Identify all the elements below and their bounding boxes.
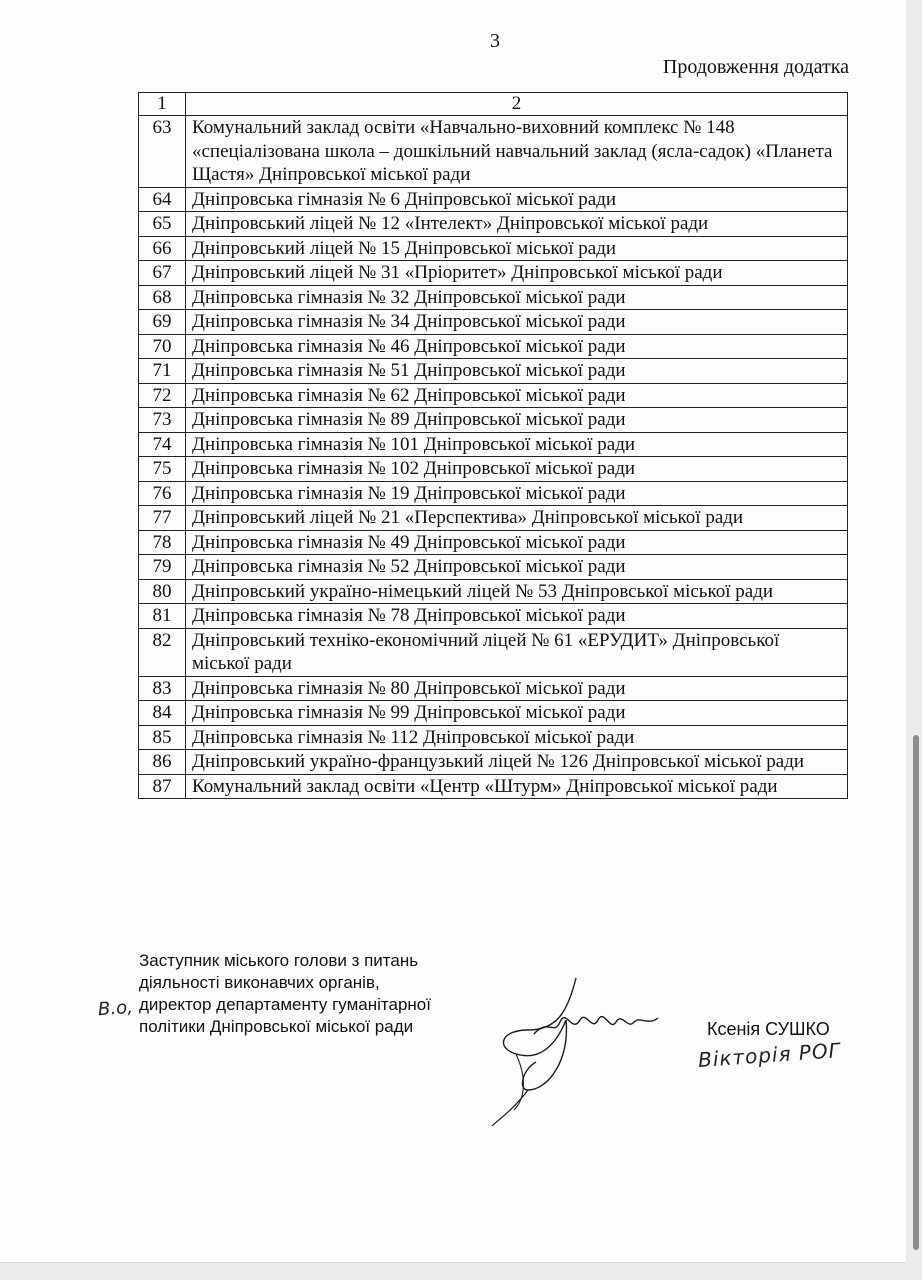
column-header-number: 1 (139, 93, 186, 116)
institutions-table (138, 92, 848, 799)
row-number: 73 (139, 408, 186, 433)
position-line: директор департаменту гуманітарної (139, 995, 431, 1014)
row-number: 87 (139, 774, 186, 799)
row-number: 76 (139, 481, 186, 506)
table-row (139, 457, 848, 482)
row-number: 74 (139, 432, 186, 457)
table-row (139, 383, 848, 408)
row-number: 64 (139, 187, 186, 212)
institution-name: Дніпровська гімназія № 34 Дніпровської міської ради (186, 310, 848, 335)
table-row (139, 236, 848, 261)
scrollbar-thumb[interactable] (913, 735, 919, 1250)
institution-name: Дніпровська гімназія № 89 Дніпровської міської ради (186, 408, 848, 433)
row-number: 80 (139, 579, 186, 604)
row-number: 77 (139, 506, 186, 531)
position-line: діяльності виконавчих органів, (139, 973, 380, 992)
row-number: 69 (139, 310, 186, 335)
table-row (139, 285, 848, 310)
row-number: 85 (139, 725, 186, 750)
position-line: Заступник міського голови з питань (139, 951, 419, 970)
table-row (139, 334, 848, 359)
row-number: 86 (139, 750, 186, 775)
table-body (139, 116, 848, 799)
row-number: 70 (139, 334, 186, 359)
institution-name: Дніпровський ліцей № 12 «Інтелект» Дніпровської міської ради (186, 212, 848, 237)
row-number: 82 (139, 628, 186, 676)
institution-name: Дніпровська гімназія № 46 Дніпровської міської ради (186, 334, 848, 359)
row-number: 63 (139, 116, 186, 188)
institution-name: Дніпровська гімназія № 112 Дніпровської міської ради (186, 725, 848, 750)
institution-name: Дніпровська гімназія № 19 Дніпровської міської ради (186, 481, 848, 506)
row-number: 66 (139, 236, 186, 261)
table-row (139, 701, 848, 726)
table-row (139, 530, 848, 555)
table-row (139, 750, 848, 775)
handwritten-substitute-name: Вікторія РОГ (697, 1038, 842, 1072)
institution-name: Дніпровська гімназія № 52 Дніпровської міської ради (186, 555, 848, 580)
column-header-name: 2 (186, 93, 848, 116)
row-number: 67 (139, 261, 186, 286)
table-row (139, 187, 848, 212)
row-number: 78 (139, 530, 186, 555)
institution-name: Дніпровська гімназія № 6 Дніпровської міської ради (186, 187, 848, 212)
table-row (139, 212, 848, 237)
institution-name: Дніпровська гімназія № 99 Дніпровської міської ради (186, 701, 848, 726)
page-number: 3 (490, 30, 500, 52)
row-number: 79 (139, 555, 186, 580)
table-row (139, 432, 848, 457)
table-row (139, 774, 848, 799)
institution-name: Дніпровський україно-французький ліцей № 126 Дніпровської міської ради (186, 750, 848, 775)
row-number: 83 (139, 676, 186, 701)
table-row (139, 628, 848, 676)
institution-name: Дніпровська гімназія № 101 Дніпровської міської ради (186, 432, 848, 457)
institution-name: Дніпровська гімназія № 49 Дніпровської міської ради (186, 530, 848, 555)
row-number: 68 (139, 285, 186, 310)
institution-name: Дніпровська гімназія № 102 Дніпровської міської ради (186, 457, 848, 482)
table-row (139, 408, 848, 433)
institution-name: Дніпровська гімназія № 51 Дніпровської міської ради (186, 359, 848, 384)
institution-name: Дніпровський техніко-економічний ліцей № 61 «ЕРУДИТ» Дніпровської міської ради (186, 628, 848, 676)
table-row (139, 116, 848, 188)
institution-name: Дніпровський україно-німецький ліцей № 53 Дніпровської міської ради (186, 579, 848, 604)
institution-name: Комунальний заклад освіти «Центр «Штурм» Дніпровської міської ради (186, 774, 848, 799)
table-row (139, 506, 848, 531)
institution-name: Дніпровський ліцей № 31 «Пріоритет» Дніпровської міської ради (186, 261, 848, 286)
scrollbar[interactable] (906, 0, 922, 1280)
institution-name: Комунальний заклад освіти «Навчально-виховний комплекс № 148 «спеціалізована школа – дошкільний навчальний заклад (ясла-садок) «Планета Щастя» Дніпровської міської ради (186, 116, 848, 188)
institution-name: Дніпровський ліцей № 21 «Перспектива» Дніпровської міської ради (186, 506, 848, 531)
handwritten-signature (488, 970, 668, 1130)
row-number: 81 (139, 604, 186, 629)
row-number: 75 (139, 457, 186, 482)
institution-name: Дніпровська гімназія № 78 Дніпровської міської ради (186, 604, 848, 629)
signatory-name: Ксенія СУШКО (707, 1019, 830, 1039)
table-row (139, 676, 848, 701)
table-row (139, 310, 848, 335)
row-number: 72 (139, 383, 186, 408)
row-number: 65 (139, 212, 186, 237)
institution-name: Дніпровський ліцей № 15 Дніпровської міської ради (186, 236, 848, 261)
table-row (139, 579, 848, 604)
table-row (139, 359, 848, 384)
table-row (139, 261, 848, 286)
table-row (139, 555, 848, 580)
continuation-label: Продовження додатка (662, 56, 849, 78)
signatory-position (139, 950, 499, 1038)
institution-name: Дніпровська гімназія № 32 Дніпровської міської ради (186, 285, 848, 310)
handwritten-acting-prefix: В.о, (97, 996, 134, 1021)
table-header-row (139, 93, 848, 116)
institution-name: Дніпровська гімназія № 80 Дніпровської міської ради (186, 676, 848, 701)
position-line: політики Дніпровської міської ради (139, 1017, 414, 1036)
table-row (139, 725, 848, 750)
institution-name: Дніпровська гімназія № 62 Дніпровської міської ради (186, 383, 848, 408)
table-row (139, 481, 848, 506)
table-row (139, 604, 848, 629)
row-number: 84 (139, 701, 186, 726)
row-number: 71 (139, 359, 186, 384)
